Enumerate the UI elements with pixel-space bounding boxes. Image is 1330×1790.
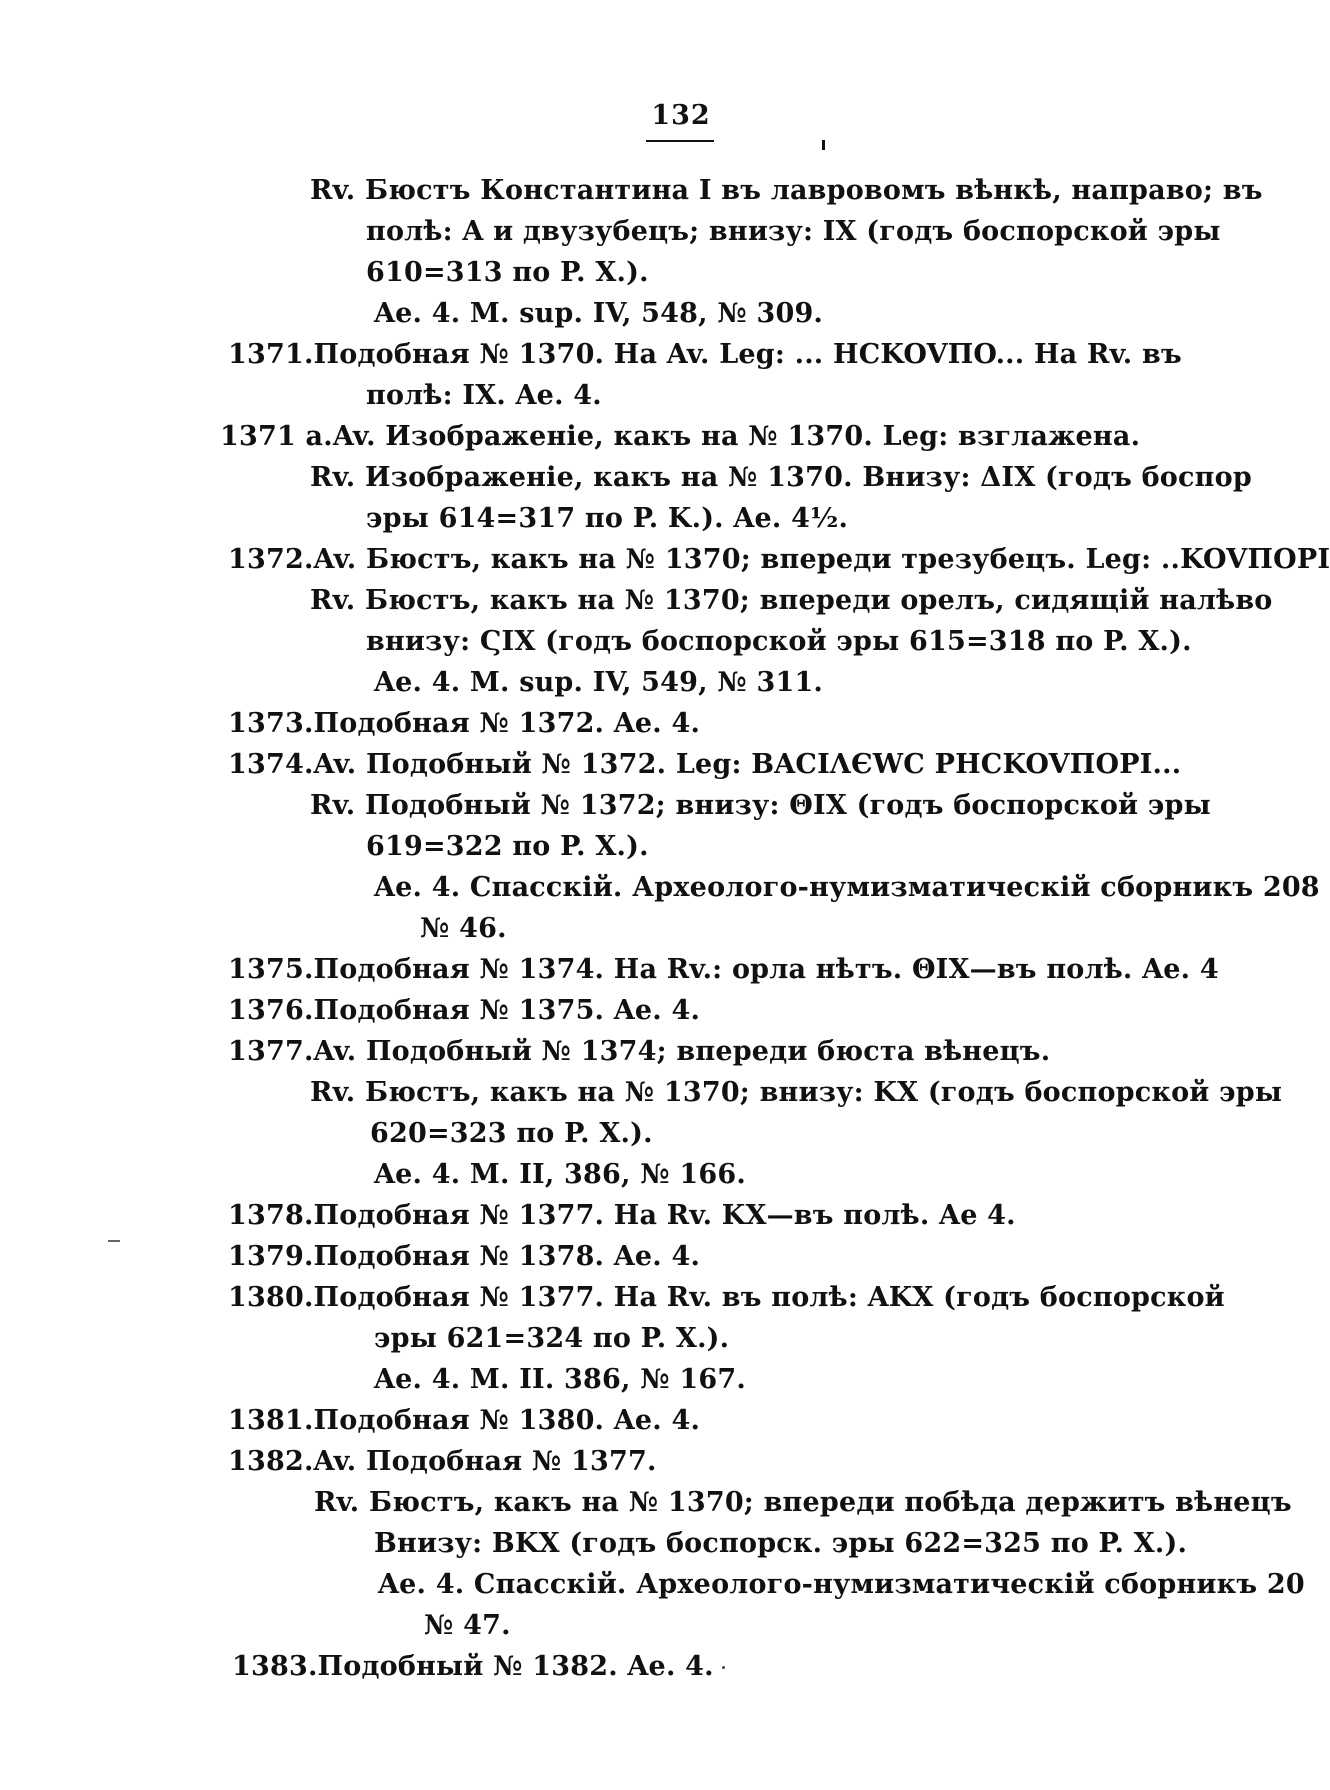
entry-text: Ae. 4. M. sup. IV, 548, № 309. [374, 298, 824, 329]
catalog-entry-line [228, 543, 1330, 577]
entry-text: Внизу: BKX (годъ боспорск. эры 622=325 по P. X.). [374, 1528, 1188, 1559]
entry-text: Подобная № 1377. На Rv. въ полѣ: AKX (годъ боспорской [313, 1282, 1225, 1313]
catalog-continuation-line [374, 666, 823, 700]
entry-text: Ae. 4. Спасскій. Археолого-нумизматическій сборникъ 20 [378, 1569, 1305, 1600]
catalog-continuation-line [310, 1076, 1282, 1110]
ink-speck [722, 1666, 725, 1669]
entry-text: Rv. Бюстъ, какъ на № 1370; впереди орелъ, сидящій налѣво [310, 585, 1273, 616]
catalog-continuation-line [310, 461, 1252, 495]
entry-number: 1371. [228, 339, 314, 370]
catalog-entry-line [228, 1445, 657, 1479]
catalog-entry-line [228, 1281, 1225, 1315]
entry-text: 620=323 по P. X.). [370, 1118, 653, 1149]
entry-number: 1374. [228, 749, 314, 780]
catalog-continuation-line [374, 1527, 1187, 1561]
catalog-continuation-line [378, 1568, 1305, 1602]
catalog-continuation-line [310, 584, 1273, 618]
catalog-continuation-line [366, 502, 848, 536]
entry-text: Rv. Изображеніе, какъ на № 1370. Внизу: ΔIX (годъ боспор [310, 462, 1252, 493]
catalog-continuation-line [314, 1486, 1292, 1520]
catalog-continuation-line [366, 625, 1192, 659]
entry-text: полѣ: IX. Ae. 4. [366, 380, 602, 411]
entry-text: внизу: ϚIX (годъ боспорской эры 615=318 по P. X.). [366, 626, 1192, 657]
catalog-continuation-line [310, 174, 1263, 208]
catalog-continuation-line [374, 297, 823, 331]
catalog-continuation-line [370, 1117, 653, 1151]
entry-text: Ae. 4. M. II. 386, № 167. [374, 1364, 746, 1395]
catalog-continuation-line [374, 871, 1320, 905]
entry-text: Rv. Бюстъ Константина I въ лавровомъ вѣнкѣ, направо; въ [310, 175, 1263, 206]
entry-text: Подобная № 1370. На Av. Leg: ... HCKOVПO... На Rv. въ [313, 339, 1182, 370]
entry-text: эры 614=317 по P. K.). Ae. 4½. [366, 503, 849, 534]
entry-text: Подобная № 1377. На Rv. KX—въ полѣ. Ae 4. [313, 1200, 1016, 1231]
catalog-continuation-line [420, 912, 507, 946]
catalog-continuation-line [424, 1609, 511, 1643]
entry-text: Ae. 4. M. II, 386, № 166. [374, 1159, 746, 1190]
entry-text: № 47. [424, 1610, 511, 1641]
entry-number: 1382. [228, 1446, 314, 1477]
entry-text: Подобный № 1382. Ae. 4. [317, 1651, 714, 1682]
entry-text: 619=322 по P. X.). [366, 831, 649, 862]
entry-number: 1381. [228, 1405, 314, 1436]
entry-text: Ae. 4. M. sup. IV, 549, № 311. [374, 667, 824, 698]
entry-text: Rv. Бюстъ, какъ на № 1370; впереди побѣда держитъ вѣнецъ [314, 1487, 1292, 1518]
catalog-continuation-line [374, 1322, 729, 1356]
catalog-continuation-line [366, 256, 649, 290]
entry-number: 1380. [228, 1282, 314, 1313]
entry-number: 1373. [228, 708, 314, 739]
catalog-continuation-line [310, 789, 1211, 823]
entry-number: 1371 a. [220, 421, 333, 452]
entry-number: 1379. [228, 1241, 314, 1272]
entry-text: 610=313 по P. X.). [366, 257, 649, 288]
entry-text: Подобная № 1378. Ae. 4. [313, 1241, 701, 1272]
catalog-entry-line [220, 420, 1140, 454]
catalog-entry-line [228, 953, 1219, 987]
page-number: 132 [651, 100, 711, 131]
entry-number: 1383. [232, 1651, 318, 1682]
entry-text: Подобная № 1380. Ae. 4. [313, 1405, 701, 1436]
catalog-entry-line [228, 1035, 1050, 1069]
printer-mark [822, 140, 825, 150]
entry-text: Av. Подобный № 1374; впереди бюста вѣнецъ. [313, 1036, 1051, 1067]
entry-number: 1377. [228, 1036, 314, 1067]
catalog-entry-line [228, 1199, 1016, 1233]
catalog-entry-line [228, 1404, 700, 1438]
catalog-continuation-line [366, 379, 602, 413]
catalog-entry-line [232, 1650, 714, 1684]
entry-text: № 46. [420, 913, 507, 944]
entry-text: Подобная № 1375. Ae. 4. [313, 995, 701, 1026]
catalog-continuation-line [366, 830, 649, 864]
entry-text: Av. Изображеніе, какъ на № 1370. Leg: взглажена. [332, 421, 1141, 452]
margin-mark [108, 1240, 120, 1242]
entry-number: 1372. [228, 544, 314, 575]
catalog-continuation-line [374, 1363, 746, 1397]
entry-text: Av. Подобная № 1377. [313, 1446, 657, 1477]
entry-number: 1375. [228, 954, 314, 985]
catalog-entry-line [228, 748, 1181, 782]
entry-text: Подобная № 1374. На Rv.: орла нѣтъ. ΘIX—въ полѣ. Ae. 4 [313, 954, 1219, 985]
entry-number: 1378. [228, 1200, 314, 1231]
entry-text: эры 621=324 по P. X.). [374, 1323, 730, 1354]
catalog-entry-line [228, 338, 1182, 372]
page-number-rule [646, 140, 714, 142]
entry-text: Ae. 4. Спасскій. Археолого-нумизматическій сборникъ 208 [374, 872, 1320, 903]
catalog-entry-line [228, 994, 700, 1028]
entry-text: Rv. Бюстъ, какъ на № 1370; внизу: KX (годъ боспорской эры [310, 1077, 1283, 1108]
entry-text: Подобная № 1372. Ae. 4. [313, 708, 701, 739]
entry-text: Av. Подобный № 1372. Leg: BACIΛЄWC PHCKOVПOPI... [313, 749, 1182, 780]
entry-text: полѣ: A и двузубецъ; внизу: IX (годъ боспорской эры [366, 216, 1221, 247]
catalog-continuation-line [366, 215, 1221, 249]
catalog-entry-line [228, 707, 700, 741]
catalog-entry-line [228, 1240, 700, 1274]
entry-number: 1376. [228, 995, 314, 1026]
entry-text: Av. Бюстъ, какъ на № 1370; впереди трезубецъ. Leg: ..KOVПOPI [313, 544, 1330, 575]
entry-text: Rv. Подобный № 1372; внизу: ΘIX (годъ боспорской эры [310, 790, 1211, 821]
catalog-continuation-line [374, 1158, 746, 1192]
